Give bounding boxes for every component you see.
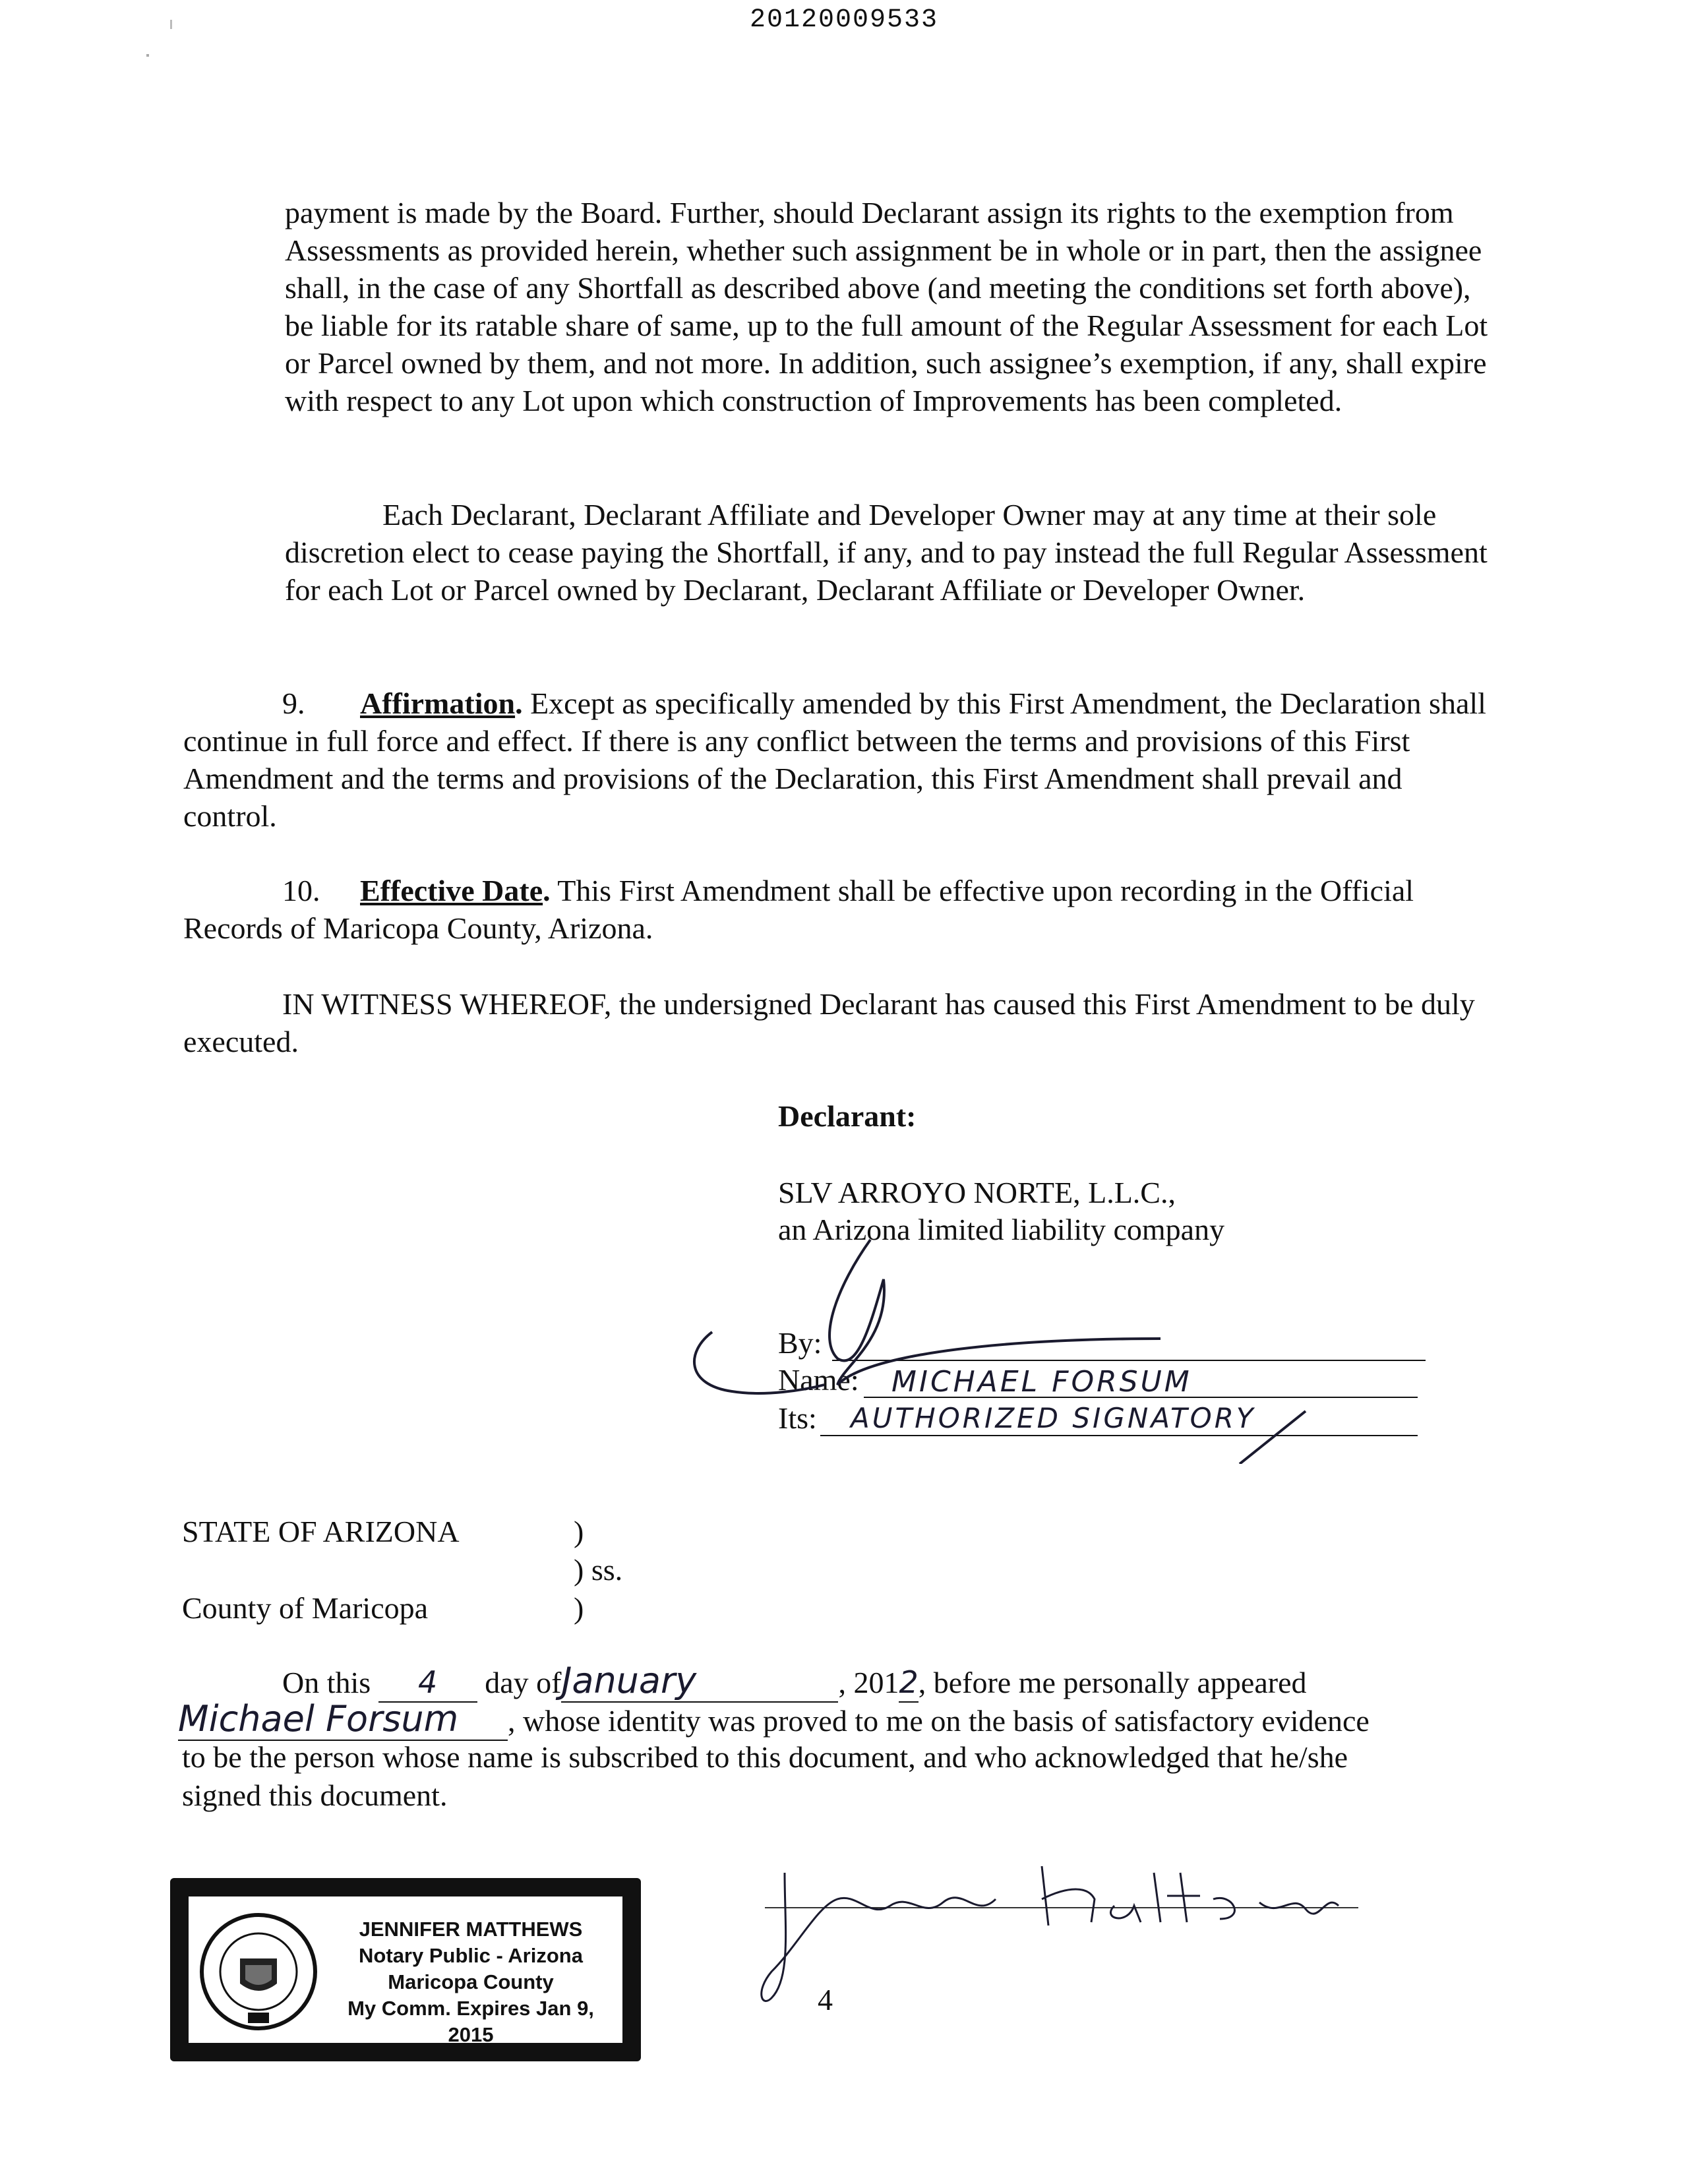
declarant-label: Declarant: — [778, 1099, 917, 1133]
scan-mark — [146, 54, 149, 57]
venue-ss: ) ss. — [574, 1553, 623, 1587]
document-number: 20120009533 — [749, 5, 939, 35]
ack-appeared: , before me personally appeared — [918, 1666, 1307, 1699]
paragraph-shortfall: Each Declarant, Declarant Affiliate and Developer Owner may at any time at their sole discretion elect to cease paying the Shortfall, if any, and to pay instead the full Regular Assessment for each Lot or Parcel owned by Declarant, Declarant Affiliate or Developer Owner. — [285, 498, 1488, 607]
section-text: This First Amendment shall be effective upon recording in the Official Records of Maricopa County, Arizona. — [183, 874, 1414, 945]
its-handwritten: AUTHORIZED SIGNATORY — [851, 1402, 1256, 1434]
ack-line-4: signed this document. — [182, 1778, 448, 1812]
section-number: 10. — [282, 874, 320, 907]
ack-line-2 — [178, 1700, 1370, 1741]
ack-year-prefix: , 201 — [838, 1666, 899, 1699]
by-label: By: — [778, 1326, 822, 1360]
witness-clause: IN WITNESS WHEREOF, the undersigned Declarant has caused this First Amendment to be duly executed. — [183, 987, 1475, 1058]
venue-paren-top: ) — [574, 1515, 584, 1548]
stamp-county: Maricopa County — [388, 1970, 554, 1993]
notary-stamp — [170, 1878, 641, 2061]
venue-paren-bottom: ) — [574, 1591, 584, 1625]
ack-line-1 — [282, 1662, 1307, 1703]
notary-signature — [758, 1846, 1365, 2018]
ack-line-3: to be the person whose name is subscribed to this document, and who acknowledged that he/she — [182, 1740, 1348, 1774]
section-9-affirmation: 9. Affirmation. Except as specifically amended by this First Amendment, the Declaration shall continue in full force and effect. If there is any conflict between the terms and provisions of this First Amendment and the terms and provisions of the Declaration, this First Amendment shall prevail and control. — [183, 684, 1492, 835]
day-field — [378, 1664, 477, 1703]
stamp-frame — [186, 1894, 625, 2046]
page-number: 4 — [818, 1983, 833, 2017]
section-heading: Effective Date — [360, 874, 543, 907]
year-field — [899, 1664, 918, 1703]
section-number: 9. — [282, 686, 305, 720]
stamp-expiration: My Comm. Expires Jan 9, 2015 — [347, 1997, 594, 2046]
section-heading: Affirmation — [360, 686, 516, 720]
ack-on-this: On this — [282, 1666, 371, 1699]
name-handwritten: MICHAEL FORSUM — [891, 1365, 1192, 1399]
section-text: Except as specifically amended by this First Amendment, the Declaration shall continue in full force and effect. If there is any conflict between the terms and provisions of this First Amendment and the terms and provisions of the Declaration, this First Amendment shall prevail and control. — [183, 686, 1486, 833]
stamp-notary-name: JENNIFER MATTHEWS — [359, 1918, 583, 1941]
day-handwritten: 4 — [418, 1664, 438, 1700]
stamp-text — [332, 1916, 609, 2048]
ack-identity: , whose identity was proved to me on the basis of satisfactory evidence — [508, 1704, 1370, 1738]
its-label: Its: — [778, 1401, 817, 1435]
state-label: STATE OF ARIZONA — [182, 1515, 460, 1548]
declarant-signature — [673, 1227, 1332, 1464]
scan-mark — [170, 20, 172, 29]
paragraph-assignee: payment is made by the Board. Further, should Declarant assign its rights to the exemption from Assessments as provided herein, whether such assignment be in whole or in part, then the assignee shall, in the case of any Shortfall as described above (and meeting the conditions set forth above), be liable for its ratable share of same, up to the full amount of the Regular Assessment for each Lot or Parcel owned by them, and not more. In addition, such assignee’s exemption, if any, shall expire with respect to any Lot upon which construction of Improvements has been completed. — [285, 196, 1488, 417]
person-field — [178, 1700, 508, 1741]
year-handwritten: 2 — [899, 1664, 919, 1700]
stamp-title: Notary Public - Arizona — [359, 1944, 583, 1967]
company-name: SLV ARROYO NORTE, L.L.C., — [778, 1176, 1176, 1209]
county-label: County of Maricopa — [182, 1591, 429, 1625]
section-10-effective-date: 10. Effective Date. This First Amendment shall be effective upon recording in the Official Records of Maricopa County, Arizona. — [183, 872, 1492, 947]
arizona-seal-icon — [199, 1906, 318, 2038]
ack-day-of: day of — [485, 1666, 562, 1699]
month-field — [561, 1662, 838, 1703]
person-handwritten: Michael Forsum — [178, 1698, 459, 1740]
month-handwritten: January — [561, 1660, 697, 1701]
company-description: an Arizona limited liability company — [778, 1213, 1225, 1246]
name-label: Name: — [778, 1363, 859, 1397]
